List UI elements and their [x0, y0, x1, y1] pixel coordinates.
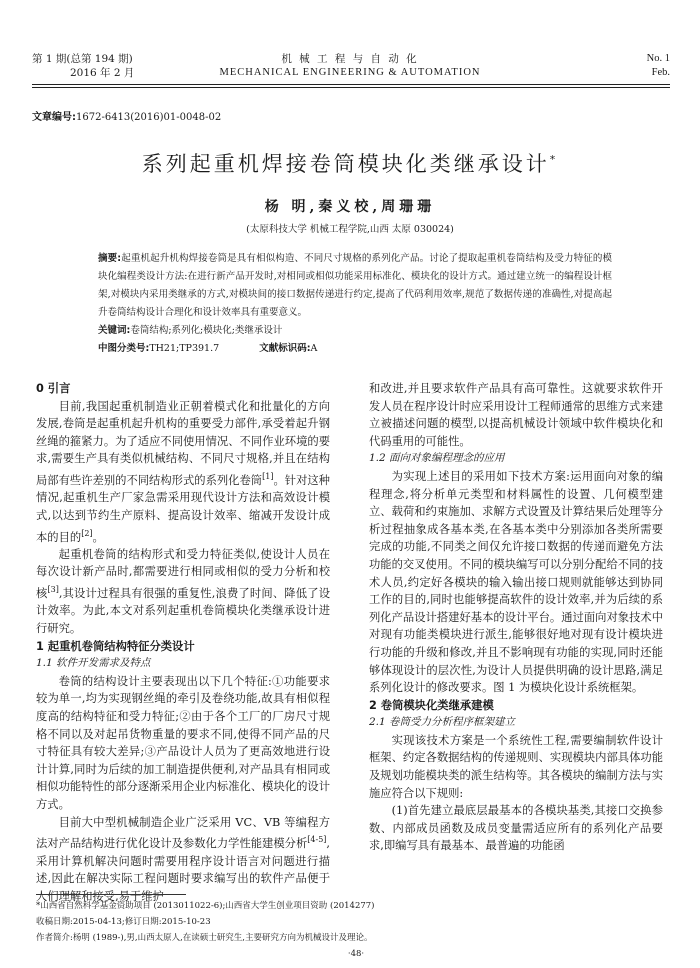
issue-info-en	[647, 52, 670, 80]
affiliation: (太原科技大学 机械工程学院,山西 太原 030024)	[246, 224, 454, 235]
paragraph	[36, 546, 330, 638]
paragraph-text: 目前,我国起重机制造业正朝着模式化和批量化的方向发展,卷筒是起重机起升机构的重要受力部件,承受着起升钢丝绳的箍紧力。为了适应不同使用情况、不同作业环境的要求,需要生产具有类似机械结构、不同尺寸规格,并且在结构局部有些许差别的不同结构形式的系列化卷筒	[36, 399, 330, 487]
journal-name-cn: 机 械 工 程 与 自 动 化	[281, 53, 419, 65]
paragraph-text: 。	[92, 530, 104, 544]
paragraph-text: 。针对这种情况,起重机生产厂家急需采用现代设计方法和高效设计模式,以达到节约生产原料、提高设计效率、缩减开发设计成本的目的	[36, 473, 330, 544]
article-number-value: 1672-6413(2016)01-0048-02	[76, 112, 222, 123]
author-intro: 作者简介:杨明 (1989-),男,山西太原人,在读硕士研究生,主要研究方向为机械设计及理论。	[36, 933, 373, 943]
section-heading-1: 1 起重机卷筒结构特征分类设计	[36, 639, 195, 653]
doc-code-label: 文献标识码:	[259, 343, 311, 354]
paragraph: 卷筒的结构设计主要表现出以下几个特征:①功能要求较为单一,均为实现钢丝绳的牵引及卷绕功能,故具有相似程度高的结构特征和受力特征;②由于各个工厂的厂房尺寸规格不同以及对起吊货物重量的要求不同,使得不同产品的尺寸特征具有较大差异;③产品设计人员为了更高效地进行设计计算,同时为后续的加工制造提供便利,对产品具有相同或相似功能特性的部分逐渐采用企业内标准化、模块化的设计方式。	[36, 674, 330, 811]
title-footnote-mark: *	[549, 153, 559, 166]
issue-line: 第 1 期(总第 194 期)	[32, 53, 133, 65]
issue-no: No. 1	[646, 53, 670, 64]
journal-name-en: MECHANICAL ENGINEERING & AUTOMATION	[219, 67, 481, 78]
paragraph-text: 目前大中型机械制造企业广泛采用 VC、VB 等编程方法对产品结构进行优化设计及参数化力学性能建模分析	[36, 815, 330, 850]
journal-name	[0, 52, 700, 80]
subsection-heading-2-1: 2.1 卷筒受力分析程序框架建立	[369, 716, 516, 729]
authors: 杨 明,秦义校,周珊珊	[264, 199, 436, 215]
footnotes	[36, 898, 676, 962]
header-rule	[32, 84, 670, 85]
received-dates: 收稿日期:2015-04-13;修订日期:2015-10-23	[36, 917, 211, 927]
issue-date: 2016 年 2 月	[70, 67, 135, 79]
abstract-text: 起重机起升机构焊接卷筒是具有相似构造、不同尺寸规格的系列化产品。讨论了提取起重机卷筒结构及受力特征的模块化编程类设计方法:在进行新产品开发时,对相同或相似功能采用标准化、模块化的设计方式。通过建立统一的编程设计框架,对模块内采用类继承的方式,对模块间的接口数据传递进行约定,提高了代码利用效率,规范了数据传递的准确性,对提高起升卷筒结构设计合理化和设计效率具有重要意义。	[98, 253, 612, 318]
subsection-heading-1-2: 1.2 面向对象编程理念的应用	[369, 452, 505, 465]
paragraph: 和改进,并且要求软件产品具有高可靠性。这就要求软件开发人员在程序设计时应采用设计工程师通常的思维方式来建立被描述问题的模型,以提高机械设计领域中软件模块化和代码重用的可能性。	[369, 382, 663, 448]
clc-label: 中图分类号:	[98, 343, 150, 354]
article-number-label: 文章编号:	[32, 112, 76, 123]
subsection-heading-1-1: 1.1 软件开发需求及特点	[36, 657, 151, 670]
clc-value: TH21;TP391.7	[149, 343, 220, 354]
keywords-label: 关键词:	[98, 325, 131, 336]
body-column-left	[36, 380, 330, 905]
paragraph: 实现该技术方案是一个系统性工程,需要编制软件设计框架、约定各数据结构的传递规则、实现模块内部具体功能及规划功能模块类的派生结构等。其各模块的编制方法与实施应符合以下规则:	[369, 733, 663, 800]
paragraph: 为实现上述目的采用如下技术方案:运用面向对象的编程理念,将分析单元类型和材料属性的设置、几何模型建立、载荷和约束施加、求解方式设置及计算结果后处理等分析过程抽象成各基本类,在各基本类中分别添加各类所需要完成的功能,不同类之间仅允许接口数据的传递而避免方法功能的交叉使用。不同的模块编写可以分别分配给不同的技术人员,约定好各模块的输入输出接口规则就能够达到协同工作的目的,同时也能够提高软件的设计效率,并为后续的系列化产品设计搭建好基本的设计平台。通过面向对象技术中对现有功能类模块进行派生,能够很好地对现有设计模块进行功能的升级和修改,并且不影响现有功能的实现,同时还能够体现设计的层次性,为设计人员提供明确的设计思路,满足系列化设计的修改要求。图 1 为模块化设计系统框架。	[369, 469, 663, 695]
keywords	[98, 323, 612, 339]
article-number	[32, 108, 221, 123]
abstract-label: 摘要:	[98, 253, 122, 264]
section-heading-intro: 0 引言	[36, 382, 71, 395]
paragraph-text: ,采用计算机解决问题时需要用程序设计语言对问题进行描述,因此在解决实际工程问题时要求编写出的软件产品便于人们理解和接受,易于维护	[36, 836, 330, 903]
citation: [1]	[262, 471, 274, 481]
page-number: ·48·	[347, 949, 365, 959]
footnote-rule	[36, 894, 186, 895]
paragraph-text: 起重机卷筒的结构形式和受力特征类似,使设计人员在每次设计新产品时,都需要进行相同或相似的受力分析和校核	[36, 547, 330, 600]
classification	[98, 341, 612, 357]
paragraph	[36, 398, 330, 546]
issue-month: Feb.	[651, 67, 670, 78]
paragraph	[36, 814, 330, 906]
paragraph-text: ,其设计过程具有很强的重复性,浪费了时间、降低了设计效率。为此,本文对系列起重机卷筒模块化类继承设计进行研究。	[36, 586, 330, 636]
citation: [3]	[47, 585, 59, 595]
paper-title	[0, 148, 700, 178]
paper-title-text: 系列起重机焊接卷筒模块化类继承设计	[141, 152, 550, 176]
section-heading-2: 2 卷筒模块化类继承建模	[369, 698, 494, 712]
citation: [4-5]	[307, 835, 327, 845]
paragraph: (1)首先建立最底层最基本的各模块基类,其接口交换参数、内部成员函数及成员变量需适应所有的系列化产品要求,即编写具有最基本、最普遍的功能函	[369, 804, 663, 853]
citation: [2]	[81, 528, 93, 538]
doc-code-value: A	[310, 343, 318, 354]
body-column-right	[369, 380, 663, 855]
keywords-text: 卷筒结构;系列化;模块化;类继承设计	[130, 325, 283, 336]
funding-note: *山西省自然科学基金资助项目 (2013011022-6);山西省大学生创业项目资助 (2014277)	[36, 901, 375, 911]
header-rule-second	[32, 87, 670, 88]
abstract	[98, 250, 612, 322]
